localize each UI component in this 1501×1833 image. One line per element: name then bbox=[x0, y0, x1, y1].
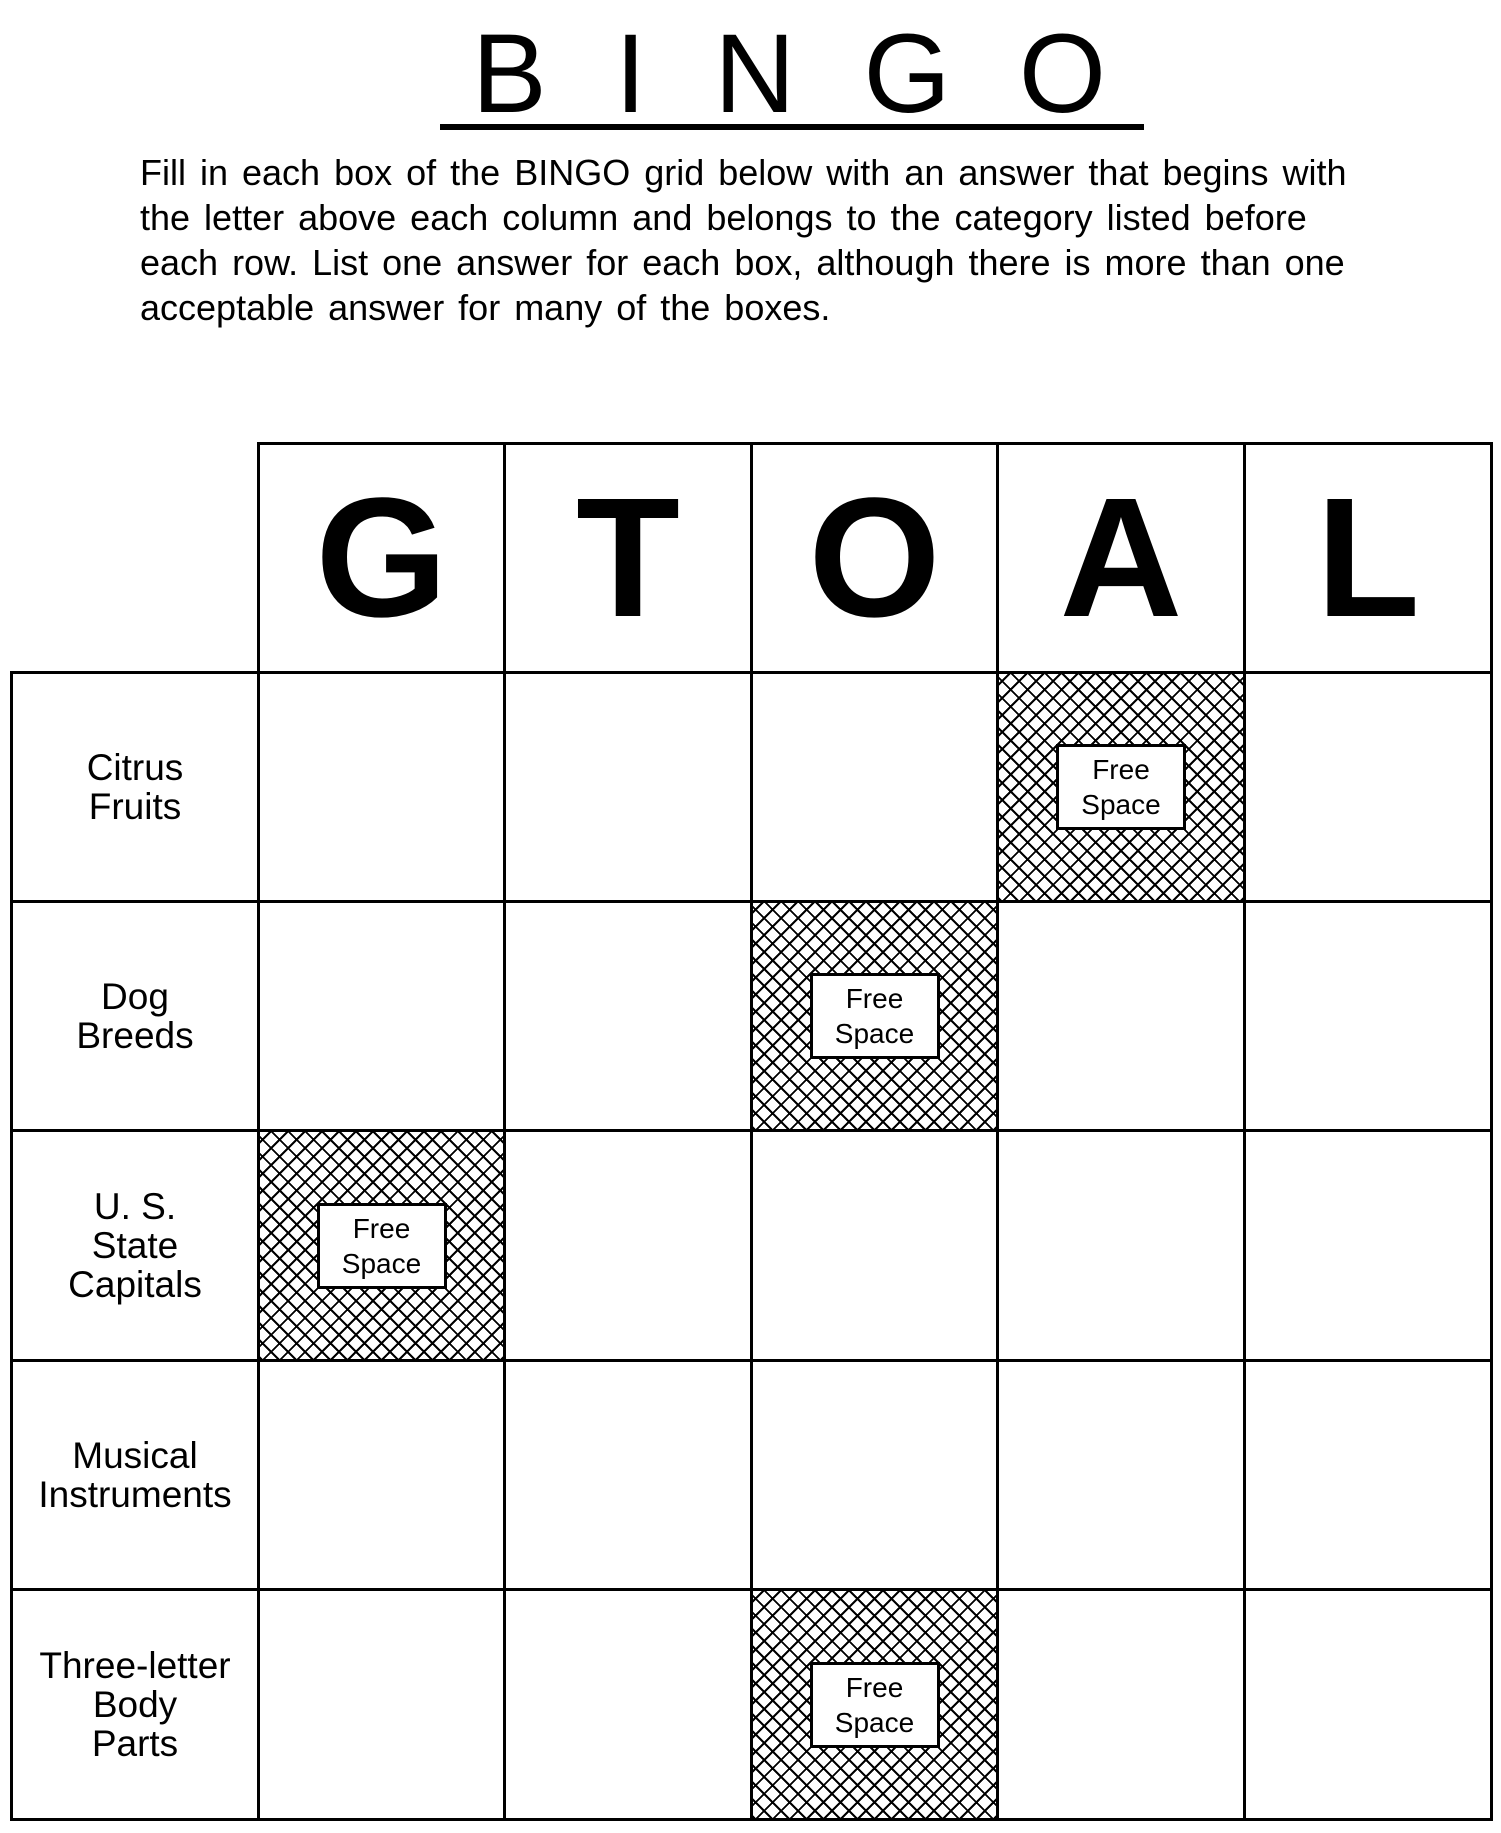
category-cell bbox=[10, 671, 260, 903]
free-space-cell bbox=[257, 1129, 506, 1362]
title-letter: O bbox=[1018, 11, 1106, 136]
column-header-l bbox=[1243, 442, 1493, 674]
answer-cell[interactable] bbox=[1243, 1359, 1493, 1591]
answer-cell[interactable] bbox=[1243, 1588, 1493, 1821]
column-header-a bbox=[996, 442, 1246, 674]
free-space-label bbox=[810, 1662, 940, 1748]
answer-cell[interactable] bbox=[503, 900, 753, 1132]
category-label: Citrus Fruits bbox=[86, 747, 184, 827]
free-space-word-free: Free bbox=[352, 1212, 411, 1244]
category-cell bbox=[10, 1588, 260, 1821]
answer-cell[interactable] bbox=[503, 1129, 753, 1362]
answer-cell[interactable] bbox=[750, 1359, 999, 1591]
answer-cell[interactable] bbox=[750, 1129, 999, 1362]
answer-cell[interactable] bbox=[996, 1129, 1246, 1362]
answer-cell[interactable] bbox=[257, 1588, 506, 1821]
free-space-word-space: Space bbox=[834, 1706, 915, 1738]
answer-cell[interactable] bbox=[503, 1359, 753, 1591]
free-space-cell bbox=[996, 671, 1246, 903]
free-space-label bbox=[1056, 744, 1186, 830]
column-letter: T bbox=[576, 463, 680, 653]
answer-cell[interactable] bbox=[996, 900, 1246, 1132]
title-letter: B bbox=[472, 11, 547, 136]
answer-cell[interactable] bbox=[257, 900, 506, 1132]
answer-cell[interactable] bbox=[996, 1588, 1246, 1821]
answer-cell[interactable] bbox=[257, 1359, 506, 1591]
column-letter: O bbox=[808, 463, 941, 653]
category-label: Musical Instruments bbox=[38, 1435, 232, 1515]
column-letter: A bbox=[1059, 463, 1183, 653]
free-space-word-space: Space bbox=[834, 1018, 915, 1049]
category-label: Three-letter Body Parts bbox=[39, 1645, 231, 1764]
instructions-text: Fill in each box of the BINGO grid below with an answer that begins with the letter above each column and belongs to the category listed before each row. List one answer for each box, although there is more than one acceptable answer for many of the boxes. bbox=[140, 152, 1347, 328]
free-space-word-free: Free bbox=[1092, 754, 1150, 785]
answer-cell[interactable] bbox=[1243, 1129, 1493, 1362]
free-space-word-space: Space bbox=[1081, 789, 1161, 820]
free-space-label bbox=[810, 973, 940, 1059]
free-space-cell bbox=[750, 1588, 999, 1821]
answer-cell[interactable] bbox=[1243, 900, 1493, 1132]
column-header-t bbox=[503, 442, 753, 674]
free-space-cell bbox=[750, 900, 999, 1132]
category-label: Dog Breeds bbox=[76, 976, 194, 1056]
category-cell bbox=[10, 900, 260, 1132]
answer-cell[interactable] bbox=[750, 671, 999, 903]
column-header-g bbox=[257, 442, 506, 674]
answer-cell[interactable] bbox=[996, 1359, 1246, 1591]
category-cell bbox=[10, 1359, 260, 1591]
answer-cell[interactable] bbox=[257, 671, 506, 903]
column-letter: L bbox=[1316, 463, 1420, 653]
answer-cell[interactable] bbox=[1243, 671, 1493, 903]
answer-cell[interactable] bbox=[503, 1588, 753, 1821]
category-label: U. S. State Capitals bbox=[68, 1186, 202, 1305]
free-space-word-free: Free bbox=[845, 1671, 904, 1703]
column-letter: G bbox=[315, 463, 448, 653]
category-cell bbox=[10, 1129, 260, 1362]
title-letter: I bbox=[614, 11, 647, 136]
title-letter: G bbox=[863, 11, 951, 136]
free-space-label bbox=[317, 1203, 447, 1289]
column-header-o bbox=[750, 442, 999, 674]
answer-cell[interactable] bbox=[503, 671, 753, 903]
title-letter: N bbox=[714, 11, 796, 136]
free-space-word-space: Space bbox=[341, 1247, 422, 1279]
free-space-word-free: Free bbox=[845, 983, 904, 1014]
